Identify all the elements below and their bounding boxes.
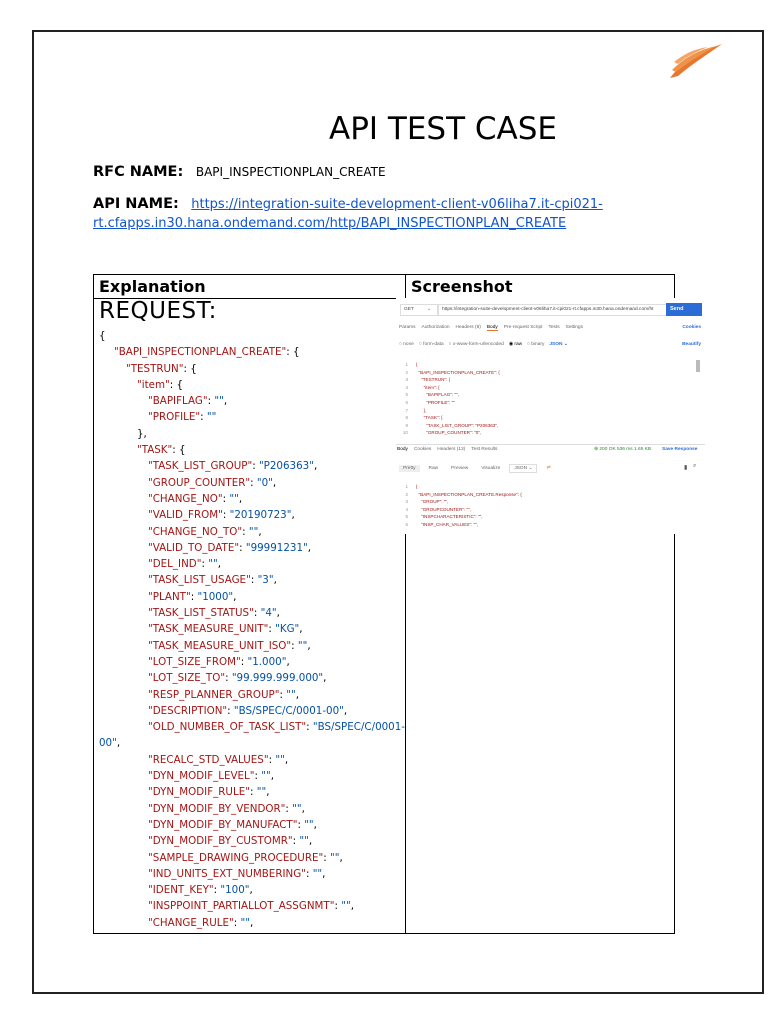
rfc-name-line [93,164,386,180]
chevron-down-icon: ⌄ [427,306,432,312]
json-punctuation: : [207,395,215,408]
line-number: 1 [405,362,408,367]
json-value: "BS/SPEC/C/0001-00" [233,704,344,717]
json-punctuation: , [238,492,243,505]
response-status [594,447,651,452]
json-punctuation: : [268,623,276,636]
json-key: "INSPPOINT_PARTIALLOT_ASSGNMT" [148,900,335,913]
json-value: "99991231" [245,541,308,554]
json-line [94,752,405,768]
json-value: "" [299,835,309,848]
json-key: "BAPIFLAG" [148,395,208,408]
view-tab[interactable]: Raw [428,466,439,471]
json-value: "4" [260,607,277,620]
response-tab[interactable]: Body [397,447,408,452]
page-title: API TEST CASE [328,110,557,147]
json-key: "DYN_MODIF_RULE" [148,786,250,799]
json-value: "" [304,818,314,831]
http-method-value: GET [404,307,414,312]
body-option-radio[interactable]: JSON ⌄ [549,342,568,347]
json-key: "DESCRIPTION" [148,704,228,717]
code-line: "TESTRUN": { [416,377,451,383]
body-option-radio[interactable]: ○ none [399,342,414,347]
response-tab[interactable]: Cookies [413,447,432,452]
json-punctuation: , [273,574,277,587]
code-line: "TASK_LIST_GROUP": "P206363", [416,422,499,428]
json-punctuation: : [254,770,262,783]
request-tab[interactable]: Settings [565,325,583,330]
pane-divider [396,444,705,445]
json-punctuation: , [323,672,327,685]
json-punctuation: , [322,867,326,880]
line-number: 6 [405,522,408,527]
request-tab[interactable]: Params [399,325,416,330]
line-number: 9 [405,422,408,428]
json-value: "100" [220,884,250,897]
json-key: "SAMPLE_DRAWING_PROCEDURE" [148,851,324,864]
json-line [94,475,405,491]
json-line [94,898,405,914]
json-punctuation: , [270,770,275,783]
json-key: "PLANT" [148,590,191,603]
json-key: "TASK_LIST_GROUP" [148,460,253,473]
code-line: "PROFILE": "" [416,400,455,405]
view-tab[interactable]: Preview [451,466,469,471]
line-number: 2 [405,491,408,497]
json-key: "DYN_MODIF_LEVEL" [148,770,255,783]
json-punctuation: : [305,867,313,880]
json-punctuation: : [213,884,221,897]
json-value: "" [341,900,351,913]
cookies-link[interactable]: Cookies [682,325,701,330]
json-punctuation: , [291,509,295,522]
api-url-link-part1[interactable]: https://integration-suite-development-client-v06liha7.it-cpi021- [191,197,603,212]
json-value: "" [206,411,217,424]
json-value: "99.999.999.000" [231,672,324,685]
line-number: 5 [405,514,408,520]
json-key: "TASK_MEASURE_UNIT_ISO" [148,639,292,652]
json-value: "" [240,916,250,929]
json-line [94,328,405,344]
request-tab[interactable]: Tests [548,325,560,330]
json-line [94,442,405,458]
json-punctuation: , [217,558,221,571]
url-input[interactable]: https://integration-suite-development-client-v06liha7.it-cpi021-rt.cfapps.in30.hana.ondemand.com/ht [438,304,669,316]
line-number: 10 [402,430,408,436]
json-value: "" [248,525,259,538]
json-line [94,703,405,719]
line-number: 7 [405,407,408,413]
code-line: "INSP_CHAR_VALUES": "", [416,522,479,527]
line-number: 3 [405,499,408,505]
json-key: "TASK_LIST_STATUS" [148,607,254,620]
json-punctuation: : [200,411,207,424]
json-punctuation: : [222,509,230,522]
line-number: 6 [405,400,408,405]
json-value: "" [312,867,323,880]
request-title: REQUEST: [99,298,217,324]
json-punctuation: : { [286,346,300,359]
code-line: "GROUPCOUNTER": "", [416,506,472,512]
code-line: { [416,362,418,367]
json-punctuation: , [233,590,237,603]
json-key: "TASK_MEASURE_UNIT" [148,623,269,636]
json-punctuation: : [253,607,261,620]
json-punctuation: : [242,525,249,538]
json-punctuation: , [308,835,313,848]
json-line [94,556,405,572]
json-value: "P206363" [258,460,314,473]
header-screenshot: Screenshot [406,275,675,299]
json-line [94,589,405,605]
json-key: "VALID_TO_DATE" [148,541,240,554]
json-punctuation: : [250,476,257,489]
json-line [94,915,405,931]
json-line [94,801,405,817]
json-value: "" [297,639,308,652]
json-line [94,507,405,523]
api-name-label: API NAME: [93,196,179,212]
json-punctuation: , [276,607,280,620]
json-line [94,687,405,703]
json-punctuation: : [268,753,276,766]
json-line [94,784,405,800]
response-tab[interactable]: Test Results [471,447,498,452]
json-punctuation: , [339,851,343,864]
json-value: "" [214,395,224,408]
json-value: "" [261,770,271,783]
header-explanation: Explanation [94,275,406,299]
json-punctuation: : [285,802,293,815]
json-punctuation: : [240,655,248,668]
json-punctuation: : [222,492,230,505]
json-key: "GROUP_COUNTER" [148,476,251,489]
postman-screenshot [396,298,705,534]
explanation-cell [94,299,406,934]
send-button[interactable]: Send [666,303,702,316]
json-punctuation: : { [169,378,184,391]
json-key: "TASK" [137,444,173,457]
body-option-radio[interactable]: ○ binary [527,342,545,347]
json-key: "TASK_LIST_USAGE" [148,574,251,587]
http-method-select[interactable] [400,304,438,316]
json-punctuation: , [307,541,312,554]
json-line [94,377,405,393]
json-punctuation: : [190,590,198,603]
json-value: "1.000" [247,655,287,668]
json-line [94,768,405,784]
json-punctuation: : [291,639,298,652]
json-punctuation: , [307,639,311,652]
request-body-editor[interactable] [396,356,702,440]
json-key: "RECALC_STD_VALUES" [148,753,269,766]
json-value: "" [208,558,218,571]
json-value: "" [286,688,296,701]
body-option-radio[interactable]: ○ form-data [418,342,444,347]
json-key: "CHANGE_NO" [148,492,223,505]
json-punctuation: : [279,688,287,701]
request-tab[interactable]: Authorization [421,325,450,330]
response-status-text: 200 OK 536 ms 1.65 KB [599,447,652,452]
flame-logo-icon [666,40,724,82]
line-number: 5 [405,392,408,398]
json-punctuation: , [116,737,121,750]
line-number: 4 [405,384,408,390]
json-punctuation: : [225,672,232,685]
json-value: "KG" [275,623,300,636]
response-tabs [397,447,703,452]
editor-scrollbar[interactable] [696,360,700,372]
json-value: "" [275,753,285,766]
json-value: 00" [99,737,117,750]
json-punctuation: , [272,476,277,489]
line-number: 8 [405,415,408,421]
code-line: "GROUP": "", [416,499,449,505]
json-key: "LOT_SIZE_FROM" [148,655,241,668]
json-key: "DYN_MODIF_BY_MANUFACT" [148,818,298,831]
json-punctuation: , [295,688,299,701]
json-line [94,670,405,686]
json-value: "" [256,786,267,799]
json-line [94,654,405,670]
json-key: "item" [137,378,170,391]
json-value: "20190723" [229,509,292,522]
body-option-radio[interactable]: ◉ raw [508,342,523,347]
json-value: "1000" [197,590,234,603]
json-punctuation: , [249,884,253,897]
json-punctuation: : [323,851,330,864]
view-tab[interactable]: Pretty [399,465,420,472]
json-line [94,524,405,540]
json-key: "BAPI_INSPECTIONPLAN_CREATE" [114,346,287,359]
line-number: 1 [405,484,408,489]
json-punctuation: , [266,786,270,799]
json-line [94,638,405,654]
request-tabs [399,325,702,333]
json-line [94,866,405,882]
code-line: "INSPCHARACTERISTIC": "", [416,514,483,520]
json-key: "RESP_PLANNER_GROUP" [148,688,280,701]
code-line: { [416,484,418,489]
body-options [399,342,573,347]
json-punctuation: , [249,916,254,929]
json-key: "DYN_MODIF_BY_VENDOR" [148,802,286,815]
json-key: "TESTRUN" [126,362,184,375]
json-line [94,491,405,507]
save-response-button[interactable]: Save Response [662,447,698,452]
json-punctuation: : [250,574,258,587]
json-line [94,426,405,442]
json-line [94,817,405,833]
table-header-row [94,275,675,299]
json-punctuation: : [334,900,342,913]
json-line [94,621,405,637]
view-tab[interactable]: JSON ⌄ [509,464,537,473]
globe-icon: ⊕ [594,447,599,452]
api-name-block [93,195,613,233]
json-key: "PROFILE" [148,411,201,424]
view-tabs [399,464,560,473]
json-value: "" [292,802,302,815]
json-punctuation: : [239,541,246,554]
json-key: "DYN_MODIF_BY_CUSTOMR" [148,835,293,848]
code-line: "BAPIFLAG": "", [416,392,460,398]
json-punctuation: : [201,558,209,571]
json-value: "BS/SPEC/C/0001- [312,721,406,734]
json-punctuation: , [258,525,262,538]
json-punctuation: , [284,753,289,766]
json-punctuation: , [299,623,303,636]
json-line [94,393,405,409]
line-number: 3 [405,377,408,383]
json-line [94,882,405,898]
json-punctuation: , [301,802,305,815]
response-body-viewer [396,482,702,534]
json-key: "IND_UNITS_EXT_NUMBERING" [148,867,306,880]
json-punctuation: : [297,818,305,831]
code-line: "item": { [416,384,440,390]
json-key: "VALID_FROM" [148,509,223,522]
json-line [94,344,405,360]
json-punctuation: : [227,704,234,717]
json-punctuation: : { [183,362,197,375]
api-url-link-part2[interactable]: rt.cfapps.in30.hana.ondemand.com/http/BAPI_INSPECTIONPLAN_CREATE [93,216,567,231]
json-punctuation: , [286,655,290,668]
json-punctuation: , [350,900,354,913]
json-punctuation: , [313,460,318,473]
wrap-lines-icon[interactable]: ⇌ [546,466,551,471]
json-line [94,572,405,588]
request-tab[interactable]: Pre-request Script [503,325,543,330]
request-json-code [94,328,405,933]
rfc-name-label: RFC NAME: [93,164,184,180]
code-line: "BAPI_INSPECTIONPLAN_CREATE.Response": { [416,491,522,497]
code-line: "TASK": { [416,415,443,421]
json-punctuation: : [252,460,259,473]
json-value: "0" [256,476,273,489]
json-punctuation: , [343,704,348,717]
json-value: "3" [257,574,274,587]
search-icon[interactable]: ⌕ [693,463,697,469]
body-option-radio[interactable]: ○ x-www-form-urlencoded [448,342,504,347]
json-key: "DEL_IND" [148,558,202,571]
json-key: "LOT_SIZE_TO" [148,672,226,685]
rfc-name-value: BAPI_INSPECTIONPLAN_CREATE [195,165,386,179]
json-line [94,605,405,621]
json-key: "OLD_NUMBER_OF_TASK_LIST" [148,721,307,734]
json-punctuation: : [233,916,241,929]
json-punctuation: : [292,835,300,848]
line-number: 4 [405,506,408,512]
request-tab[interactable]: Body [486,325,498,330]
json-line [94,833,405,849]
json-line [94,361,405,377]
json-punctuation: { [99,330,106,342]
code-line: "GROUP_COUNTER": "0", [416,430,482,436]
json-line [94,850,405,866]
beautify-link[interactable]: Beautify [682,342,701,347]
response-tab[interactable]: Headers (13) [437,447,466,452]
code-line: "BAPI_INSPECTIONPLAN_CREATE": { [416,369,500,375]
json-punctuation: , [313,818,317,831]
json-key: "IDENT_KEY" [148,884,214,897]
line-number: 2 [405,369,408,375]
code-line: }, [416,407,427,413]
request-tab[interactable]: Headers (8) [455,325,481,330]
json-punctuation: }, [137,427,147,440]
json-line [94,409,405,425]
json-value: "" [229,492,239,505]
json-key: "CHANGE_RULE" [148,916,234,929]
json-key: "CHANGE_NO_TO" [148,525,243,538]
json-punctuation: : { [172,444,186,457]
json-punctuation: : [306,721,313,734]
json-punctuation: , [223,395,228,408]
json-value: "" [329,851,340,864]
json-line [94,735,405,751]
copy-icon[interactable]: ▮ [684,465,688,471]
json-line [94,458,405,474]
json-line [94,719,405,735]
json-line [94,540,405,556]
view-tab[interactable]: Visualize [481,466,501,471]
json-punctuation: : [249,786,257,799]
